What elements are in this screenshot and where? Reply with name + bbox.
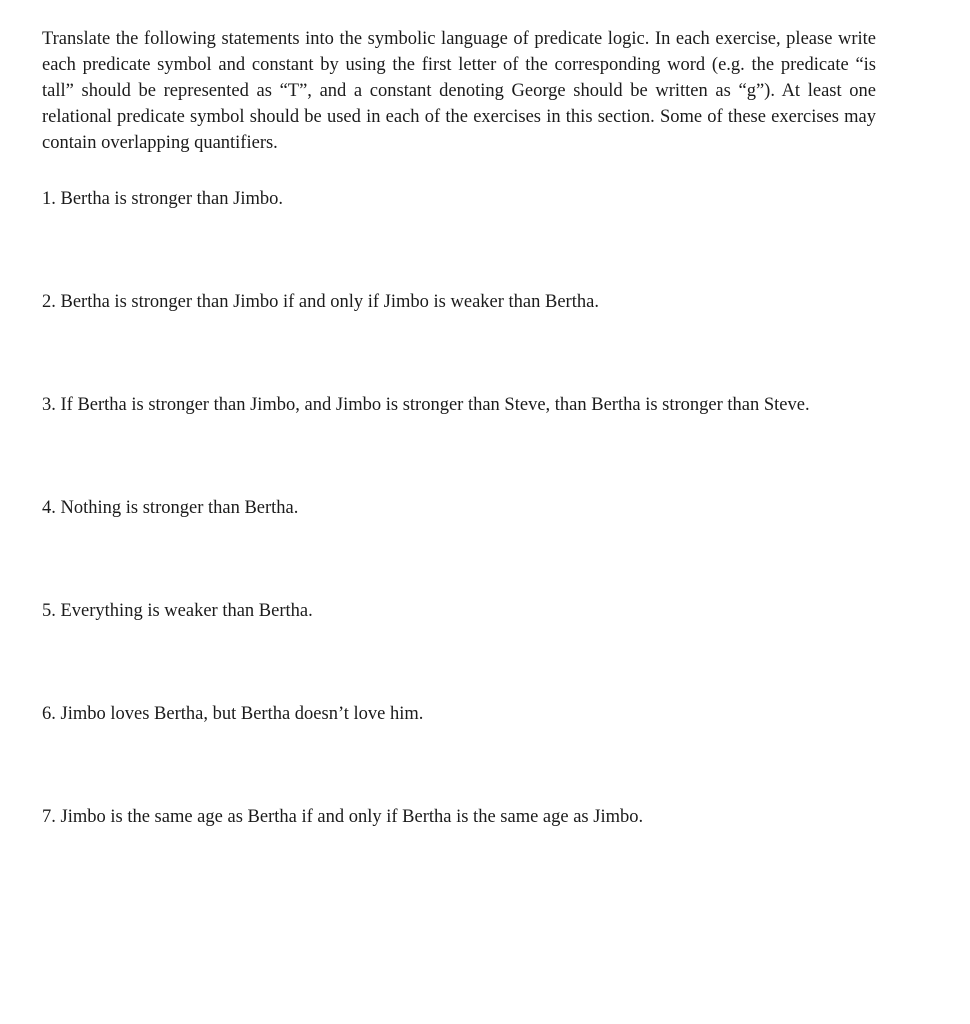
exercise-text: Everything is weaker than Bertha. (60, 601, 313, 621)
exercise-text: Bertha is stronger than Jimbo if and only if Jimbo is weaker than Bertha. (60, 292, 599, 312)
exercise-text: Bertha is stronger than Jimbo. (60, 189, 283, 209)
exercise-text: Jimbo loves Bertha, but Bertha doesn’t love him. (60, 704, 424, 724)
exercise-text: If Bertha is stronger than Jimbo, and Jimbo is stronger than Steve, than Bertha is stronger than Steve. (60, 395, 810, 415)
exercise-item-1 (42, 186, 876, 212)
exercise-number: 2. (42, 292, 56, 312)
exercise-number: 1. (42, 189, 56, 209)
exercise-item-5 (42, 598, 876, 624)
exercise-number: 7. (42, 807, 56, 827)
exercise-text: Nothing is stronger than Bertha. (60, 498, 299, 518)
exercise-number: 4. (42, 498, 56, 518)
instructions-paragraph: Translate the following statements into the symbolic language of predicate logic. In each exercise, please write each predicate symbol and constant by using the first letter of the corresponding word (e.g. the predicate “is tall” should be represented as “T”, and a constant denoting George should be written as “g”). At least one relational predicate symbol should be used in each of the exercises in this section. Some of these exercises may contain overlapping quantifiers. (42, 29, 876, 153)
exercise-item-7 (42, 804, 876, 830)
exercise-number: 6. (42, 704, 56, 724)
exercise-item-3 (42, 392, 876, 418)
exercise-number: 5. (42, 601, 56, 621)
exercise-number: 3. (42, 395, 56, 415)
exercise-item-2 (42, 289, 876, 315)
exercise-item-4 (42, 495, 876, 521)
exercise-item-6 (42, 701, 876, 727)
exercise-text: Jimbo is the same age as Bertha if and only if Bertha is the same age as Jimbo. (60, 807, 644, 827)
